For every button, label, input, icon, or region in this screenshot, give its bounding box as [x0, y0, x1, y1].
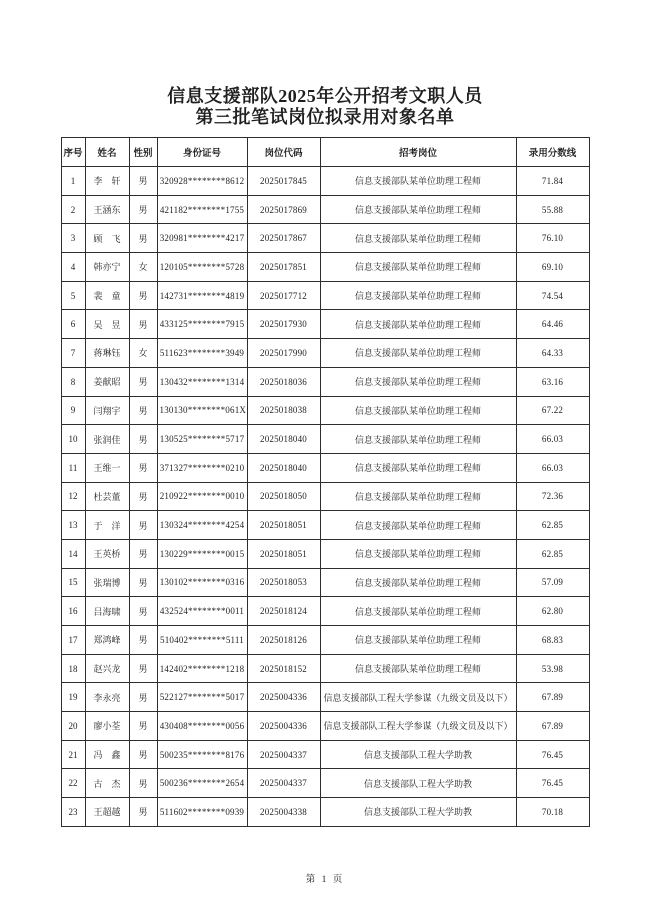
cell-index: 1	[61, 167, 85, 196]
cell-position-code: 2025018152	[247, 654, 320, 683]
cell-score: 67.89	[516, 712, 589, 741]
cell-name: 吴 昱	[85, 310, 129, 339]
cell-index: 21	[61, 740, 85, 769]
cell-gender: 男	[129, 224, 157, 253]
cell-gender: 男	[129, 310, 157, 339]
cell-id-number: 130102********0316	[157, 568, 247, 597]
cell-index: 9	[61, 396, 85, 425]
cell-name: 姜献昭	[85, 367, 129, 396]
cell-name: 张瑞博	[85, 568, 129, 597]
table-row	[61, 167, 589, 196]
column-header: 序号	[61, 138, 85, 167]
cell-position-code: 2025018053	[247, 568, 320, 597]
cell-id-number: 511623********3949	[157, 339, 247, 368]
cell-name: 闫翔宇	[85, 396, 129, 425]
table-row	[61, 568, 589, 597]
cell-position: 信息支援部队某单位助理工程师	[320, 626, 516, 655]
cell-position: 信息支援部队某单位助理工程师	[320, 167, 516, 196]
cell-gender: 男	[129, 195, 157, 224]
cell-gender: 男	[129, 482, 157, 511]
cell-score: 62.80	[516, 597, 589, 626]
column-header: 姓名	[85, 138, 129, 167]
cell-gender: 男	[129, 597, 157, 626]
cell-gender: 男	[129, 654, 157, 683]
table-row	[61, 482, 589, 511]
cell-position-code: 2025017851	[247, 253, 320, 282]
page-title	[0, 86, 650, 128]
cell-id-number: 320981********4217	[157, 224, 247, 253]
cell-score: 76.10	[516, 224, 589, 253]
cell-name: 廖小荃	[85, 712, 129, 741]
cell-name: 李 轩	[85, 167, 129, 196]
cell-id-number: 320928********8612	[157, 167, 247, 196]
cell-score: 63.16	[516, 367, 589, 396]
cell-score: 64.46	[516, 310, 589, 339]
cell-gender: 男	[129, 367, 157, 396]
cell-position-code: 2025018040	[247, 453, 320, 482]
table-row	[61, 539, 589, 568]
cell-position: 信息支援部队工程大学参谋（九级文员及以下）	[320, 683, 516, 712]
cell-position-code: 2025018036	[247, 367, 320, 396]
cell-id-number: 371327********0210	[157, 453, 247, 482]
cell-index: 22	[61, 769, 85, 798]
cell-index: 12	[61, 482, 85, 511]
page-title-line1: 信息支援部队2025年公开招考文职人员	[167, 86, 483, 106]
cell-score: 76.45	[516, 740, 589, 769]
cell-position-code: 2025018051	[247, 539, 320, 568]
cell-position-code: 2025004336	[247, 712, 320, 741]
cell-name: 赵兴龙	[85, 654, 129, 683]
table-row	[61, 769, 589, 798]
cell-index: 19	[61, 683, 85, 712]
table-row	[61, 626, 589, 655]
cell-index: 7	[61, 339, 85, 368]
cell-position: 信息支援部队某单位助理工程师	[320, 453, 516, 482]
cell-score: 71.84	[516, 167, 589, 196]
cell-name: 李永亮	[85, 683, 129, 712]
cell-gender: 男	[129, 568, 157, 597]
table-row	[61, 654, 589, 683]
table-body	[61, 167, 589, 827]
cell-id-number: 510402********5111	[157, 626, 247, 655]
table-row	[61, 367, 589, 396]
cell-id-number: 433125********7915	[157, 310, 247, 339]
cell-position-code: 2025004337	[247, 769, 320, 798]
cell-name: 郑鸿峰	[85, 626, 129, 655]
cell-name: 王涵东	[85, 195, 129, 224]
cell-score: 64.33	[516, 339, 589, 368]
cell-position: 信息支援部队某单位助理工程师	[320, 511, 516, 540]
cell-position: 信息支援部队某单位助理工程师	[320, 281, 516, 310]
cell-name: 韩亦宁	[85, 253, 129, 282]
cell-position: 信息支援部队某单位助理工程师	[320, 425, 516, 454]
table-row	[61, 281, 589, 310]
cell-index: 5	[61, 281, 85, 310]
cell-position: 信息支援部队某单位助理工程师	[320, 339, 516, 368]
cell-position: 信息支援部队工程大学参谋（九级文员及以下）	[320, 712, 516, 741]
cell-index: 4	[61, 253, 85, 282]
cell-name: 张润佳	[85, 425, 129, 454]
cell-position-code: 2025018126	[247, 626, 320, 655]
table-row	[61, 453, 589, 482]
cell-score: 72.36	[516, 482, 589, 511]
cell-gender: 女	[129, 253, 157, 282]
cell-index: 13	[61, 511, 85, 540]
cell-score: 70.18	[516, 798, 589, 827]
table-row	[61, 511, 589, 540]
table-row	[61, 195, 589, 224]
table-row	[61, 396, 589, 425]
cell-index: 3	[61, 224, 85, 253]
cell-gender: 男	[129, 425, 157, 454]
cell-id-number: 142402********1218	[157, 654, 247, 683]
cell-gender: 女	[129, 339, 157, 368]
cell-position-code: 2025018040	[247, 425, 320, 454]
cell-id-number: 130324********4254	[157, 511, 247, 540]
cell-index: 14	[61, 539, 85, 568]
cell-name: 王维一	[85, 453, 129, 482]
cell-position: 信息支援部队某单位助理工程师	[320, 539, 516, 568]
table-row	[61, 740, 589, 769]
cell-position-code: 2025018051	[247, 511, 320, 540]
cell-position-code: 2025018050	[247, 482, 320, 511]
cell-position-code: 2025017990	[247, 339, 320, 368]
cell-id-number: 120105********5728	[157, 253, 247, 282]
cell-index: 10	[61, 425, 85, 454]
cell-position-code: 2025017869	[247, 195, 320, 224]
cell-gender: 男	[129, 281, 157, 310]
cell-id-number: 421182********1755	[157, 195, 247, 224]
cell-gender: 男	[129, 511, 157, 540]
cell-id-number: 430408********0056	[157, 712, 247, 741]
cell-position: 信息支援部队某单位助理工程师	[320, 568, 516, 597]
cell-position-code: 2025017867	[247, 224, 320, 253]
page-title-line2: 第三批笔试岗位拟录用对象名单	[195, 107, 455, 127]
cell-score: 67.22	[516, 396, 589, 425]
cell-gender: 男	[129, 712, 157, 741]
cell-gender: 男	[129, 798, 157, 827]
cell-score: 66.03	[516, 425, 589, 454]
cell-name: 古 杰	[85, 769, 129, 798]
cell-score: 57.09	[516, 568, 589, 597]
cell-name: 蒋琳钰	[85, 339, 129, 368]
cell-name: 杜芸董	[85, 482, 129, 511]
cell-name: 顾 飞	[85, 224, 129, 253]
cell-position: 信息支援部队某单位助理工程师	[320, 310, 516, 339]
cell-position: 信息支援部队某单位助理工程师	[320, 396, 516, 425]
table-row	[61, 310, 589, 339]
cell-score: 74.54	[516, 281, 589, 310]
cell-id-number: 500235********8176	[157, 740, 247, 769]
cell-position: 信息支援部队工程大学助教	[320, 769, 516, 798]
table-row	[61, 253, 589, 282]
cell-gender: 男	[129, 539, 157, 568]
cell-gender: 男	[129, 740, 157, 769]
cell-gender: 男	[129, 167, 157, 196]
cell-score: 69.10	[516, 253, 589, 282]
cell-id-number: 130432********1314	[157, 367, 247, 396]
cell-score: 62.85	[516, 539, 589, 568]
cell-gender: 男	[129, 396, 157, 425]
table-row	[61, 597, 589, 626]
cell-score: 67.89	[516, 683, 589, 712]
cell-name: 于 洋	[85, 511, 129, 540]
table-row	[61, 339, 589, 368]
cell-score: 76.45	[516, 769, 589, 798]
column-header: 岗位代码	[247, 138, 320, 167]
table-header-row	[61, 138, 589, 167]
cell-position: 信息支援部队某单位助理工程师	[320, 654, 516, 683]
results-table	[61, 137, 590, 827]
cell-position-code: 2025017712	[247, 281, 320, 310]
cell-index: 16	[61, 597, 85, 626]
cell-position-code: 2025017930	[247, 310, 320, 339]
cell-score: 62.85	[516, 511, 589, 540]
cell-position-code: 2025004338	[247, 798, 320, 827]
cell-id-number: 130525********5717	[157, 425, 247, 454]
cell-index: 8	[61, 367, 85, 396]
cell-index: 15	[61, 568, 85, 597]
cell-position: 信息支援部队某单位助理工程师	[320, 482, 516, 511]
cell-score: 55.88	[516, 195, 589, 224]
cell-position: 信息支援部队某单位助理工程师	[320, 367, 516, 396]
table-row	[61, 425, 589, 454]
cell-id-number: 130130********061X	[157, 396, 247, 425]
cell-position: 信息支援部队工程大学助教	[320, 740, 516, 769]
cell-index: 17	[61, 626, 85, 655]
table-row	[61, 224, 589, 253]
table-row	[61, 683, 589, 712]
cell-position-code: 2025018038	[247, 396, 320, 425]
cell-position: 信息支援部队某单位助理工程师	[320, 253, 516, 282]
cell-position: 信息支援部队某单位助理工程师	[320, 195, 516, 224]
cell-score: 66.03	[516, 453, 589, 482]
cell-index: 2	[61, 195, 85, 224]
table-row	[61, 798, 589, 827]
cell-name: 吕海啸	[85, 597, 129, 626]
cell-index: 20	[61, 712, 85, 741]
column-header: 身份证号	[157, 138, 247, 167]
cell-index: 23	[61, 798, 85, 827]
cell-gender: 男	[129, 769, 157, 798]
cell-index: 11	[61, 453, 85, 482]
cell-gender: 男	[129, 626, 157, 655]
cell-position: 信息支援部队工程大学助教	[320, 798, 516, 827]
cell-id-number: 432524********0011	[157, 597, 247, 626]
cell-gender: 男	[129, 683, 157, 712]
column-header: 招考岗位	[320, 138, 516, 167]
cell-id-number: 142731********4819	[157, 281, 247, 310]
cell-name: 王英桥	[85, 539, 129, 568]
cell-position: 信息支援部队某单位助理工程师	[320, 224, 516, 253]
cell-id-number: 500236********2654	[157, 769, 247, 798]
cell-name: 裴 童	[85, 281, 129, 310]
table-row	[61, 712, 589, 741]
cell-score: 68.83	[516, 626, 589, 655]
cell-id-number: 130229********0015	[157, 539, 247, 568]
cell-gender: 男	[129, 453, 157, 482]
cell-id-number: 210922********0010	[157, 482, 247, 511]
cell-index: 18	[61, 654, 85, 683]
cell-position-code: 2025017845	[247, 167, 320, 196]
cell-id-number: 522127********5017	[157, 683, 247, 712]
cell-position-code: 2025018124	[247, 597, 320, 626]
cell-position: 信息支援部队某单位助理工程师	[320, 597, 516, 626]
column-header: 性别	[129, 138, 157, 167]
cell-position-code: 2025004336	[247, 683, 320, 712]
column-header: 录用分数线	[516, 138, 589, 167]
cell-id-number: 511602********0939	[157, 798, 247, 827]
cell-score: 53.98	[516, 654, 589, 683]
page-number: 第 1 页	[305, 874, 345, 885]
cell-name: 王超越	[85, 798, 129, 827]
cell-position-code: 2025004337	[247, 740, 320, 769]
cell-name: 冯 鑫	[85, 740, 129, 769]
cell-index: 6	[61, 310, 85, 339]
